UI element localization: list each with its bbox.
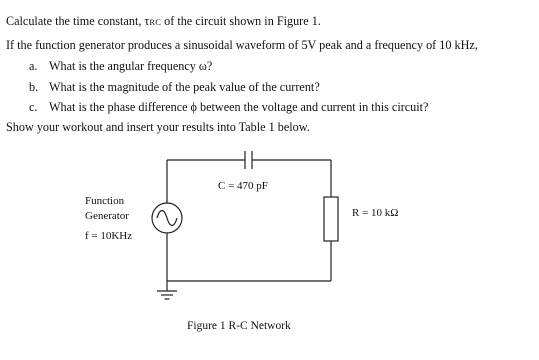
capacitor-label: C = 470 pF bbox=[218, 180, 268, 192]
intro-prefix: Calculate the time constant, bbox=[6, 14, 145, 28]
resistor-label: R = 10 kΩ bbox=[352, 207, 399, 219]
generator-label-line1: Function bbox=[85, 195, 125, 207]
frequency-label: f = 10KHz bbox=[85, 230, 133, 242]
generator-label-line2: Generator bbox=[85, 210, 129, 222]
question-c-marker: c. bbox=[29, 100, 38, 114]
instruction-line: Show your workout and insert your results into Table 1 below. bbox=[6, 120, 310, 134]
resistor-body bbox=[324, 197, 338, 241]
intro-suffix: of the circuit shown in Figure 1. bbox=[161, 14, 321, 28]
question-a-text: What is the angular frequency ω? bbox=[49, 59, 213, 73]
question-b-marker: b. bbox=[29, 80, 39, 94]
tau-symbol: τRC bbox=[144, 14, 162, 28]
question-a-marker: a. bbox=[29, 59, 38, 73]
sine-wave-icon bbox=[157, 211, 177, 226]
figure-caption: Figure 1 R-C Network bbox=[187, 320, 291, 332]
question-c-text: What is the phase difference ϕ between the voltage and current in this circuit? bbox=[49, 100, 429, 114]
question-b-text: What is the magnitude of the peak value of the current? bbox=[49, 80, 320, 94]
premise-line: If the function generator produces a sinusoidal waveform of 5V peak and a frequency of 10 kHz, bbox=[6, 38, 478, 52]
rc-subscript: RC bbox=[149, 17, 162, 27]
